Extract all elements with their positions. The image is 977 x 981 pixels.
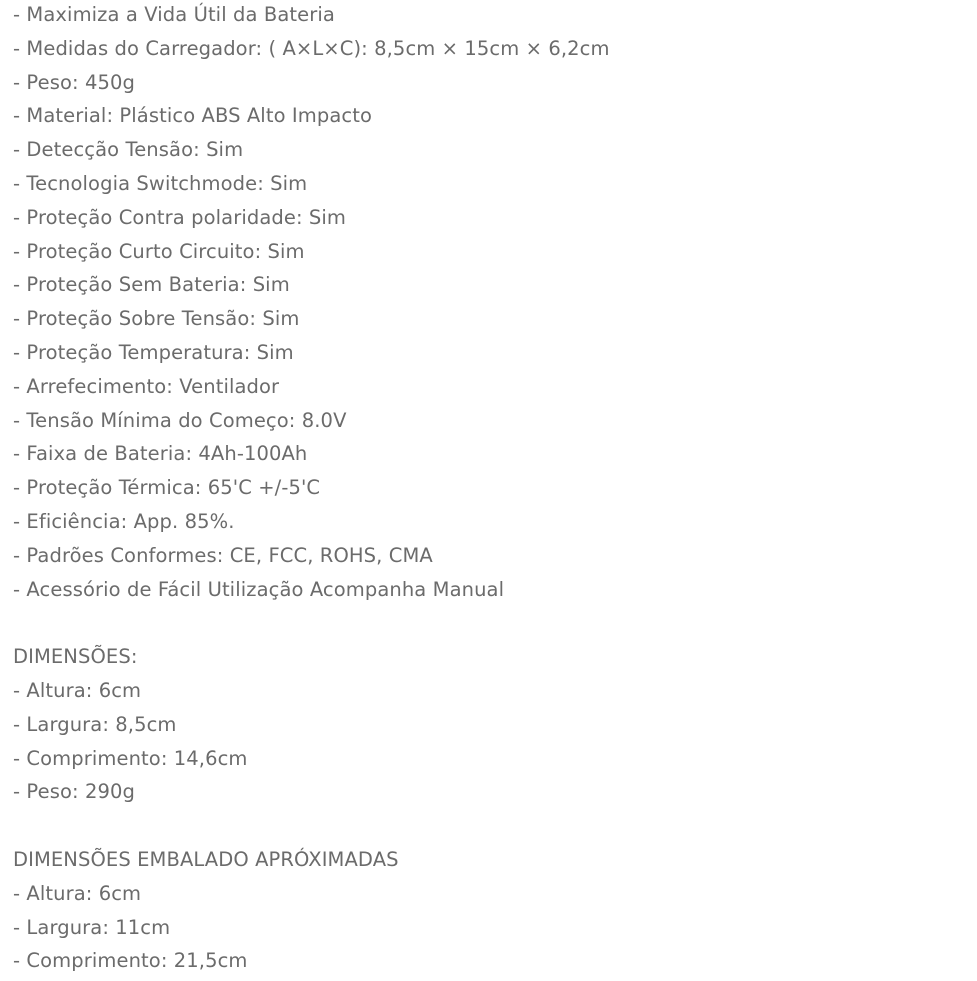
packaged-dimension-item: - Comprimento: 21,5cm [13,949,248,973]
dimension-item: - Peso: 290g [13,780,135,804]
packaged-dimensions-heading: DIMENSÕES EMBALADO APRÓXIMADAS [13,847,399,871]
packaged-dimensions-section [13,843,963,978]
section-spacer [13,606,963,640]
dimension-item: - Largura: 8,5cm [13,712,177,736]
spec-item: - Medidas do Carregador: ( A×L×C): 8,5cm × 15cm × 6,2cm [13,36,610,60]
spec-item: - Acessório de Fácil Utilização Acompanha Manual [13,577,505,601]
spec-item: - Eficiência: App. 85%. [13,509,235,533]
spec-item: - Peso: 450g [13,70,135,94]
spec-item: - Arrefecimento: Ventilador [13,374,280,398]
spec-item: - Padrões Conformes: CE, FCC, ROHS, CMA [13,543,433,567]
product-description [13,0,963,978]
packaged-dimension-item: - Altura: 6cm [13,881,142,905]
dimension-item: - Altura: 6cm [13,678,142,702]
dimensions-section [13,640,963,809]
packaged-dimension-item: - Largura: 11cm [13,915,171,939]
spec-item: - Tensão Mínima do Começo: 8.0V [13,408,347,432]
spec-item: - Proteção Curto Circuito: Sim [13,239,305,263]
spec-item: - Proteção Temperatura: Sim [13,340,294,364]
spec-item: - Faixa de Bateria: 4Ah-100Ah [13,442,308,466]
spec-item: - Proteção Sobre Tensão: Sim [13,307,300,331]
spec-item: - Proteção Contra polaridade: Sim [13,205,347,229]
dimensions-heading: DIMENSÕES: [13,645,138,669]
spec-item: - Tecnologia Switchmode: Sim [13,171,308,195]
spec-item: - Detecção Tensão: Sim [13,138,244,162]
spec-item: - Proteção Sem Bateria: Sim [13,273,290,297]
spec-item: - Proteção Térmica: 65'C +/-5'C [13,476,321,500]
dimension-item: - Comprimento: 14,6cm [13,746,248,770]
spec-item: - Material: Plástico ABS Alto Impacto [13,104,372,128]
section-spacer [13,809,963,843]
spec-item: - Maximiza a Vida Útil da Bateria [13,3,335,26]
spec-list [13,0,963,606]
